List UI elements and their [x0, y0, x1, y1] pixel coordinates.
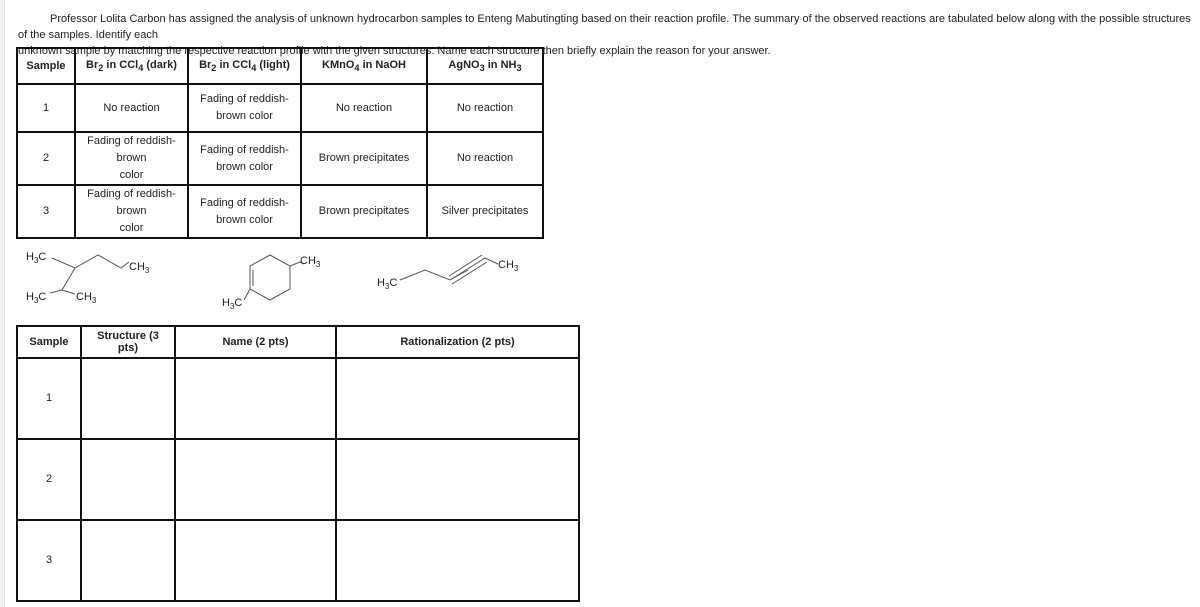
cell-structure-input[interactable]: [81, 520, 175, 601]
answer-table: [16, 325, 580, 602]
header-rationalization: Rationalization (2 pts): [336, 326, 579, 358]
header-kmno4: KMnO$_4$ in NaOH: [301, 48, 427, 84]
cell-kmno4: No reaction: [301, 84, 427, 132]
cell-rationalization-input[interactable]: [336, 439, 579, 520]
cell-rationalization-input[interactable]: [336, 358, 579, 439]
cell-br2-light: Fading of reddish- brown color: [188, 84, 301, 132]
header-name: Name (2 pts): [175, 326, 336, 358]
header-sample: Sample: [17, 326, 81, 358]
table-row: [17, 520, 579, 601]
cell-name-input[interactable]: [175, 358, 336, 439]
cell-sample: 2: [17, 132, 75, 185]
structure-label: $H_3C$: [26, 291, 47, 305]
header-agno3: AgNO$_3$ in $NH_3$: [427, 48, 543, 84]
structure-label: $CH_3$: [129, 261, 150, 275]
cell-br2-dark: Fading of reddish-brown color: [75, 132, 188, 185]
cell-agno3: No reaction: [427, 84, 543, 132]
cell-br2-dark: Fading of reddish-brown color: [75, 185, 188, 238]
reaction-profile-table: [16, 47, 544, 239]
cell-sample: 3: [17, 185, 75, 238]
table-header-row: [17, 48, 543, 84]
cell-structure-input[interactable]: [81, 439, 175, 520]
table-row: [17, 84, 543, 132]
structure-branched-alkane: [50, 255, 129, 294]
structure-label: $CH_3$: [76, 291, 97, 305]
cell-name-input[interactable]: [175, 520, 336, 601]
cell-sample: 1: [17, 84, 75, 132]
cell-sample: 2: [17, 439, 81, 520]
table-row: [17, 439, 579, 520]
candidate-structures: [0, 230, 600, 320]
structure-label: $H_3C$: [26, 251, 47, 265]
intro-line-1: Professor Lolita Carbon has assigned the analysis of unknown hydrocarbon samples to Enteng Mabutingting based on their reaction profile. The summary of the observed reactions are tabulated below along with the possible structures of the samples. Identify each: [18, 13, 1191, 41]
structure-label: $CH_3$: [300, 255, 321, 269]
header-sample: Sample: [17, 48, 75, 84]
header-br2-light: $Br_2$ in CCl$_4$ (light): [188, 48, 301, 84]
cell-agno3: No reaction: [427, 132, 543, 185]
header-br2-dark: $Br_2$ in CCl$_4$ (dark): [75, 48, 188, 84]
cell-br2-dark: No reaction: [75, 84, 188, 132]
cell-agno3: Silver precipitates: [427, 185, 543, 238]
cell-structure-input[interactable]: [81, 358, 175, 439]
cell-rationalization-input[interactable]: [336, 520, 579, 601]
structure-label: $H_3C$: [222, 297, 243, 311]
structure-cyclohexene: [244, 255, 304, 300]
header-structure: Structure (3 pts): [81, 326, 175, 358]
table-row: [17, 358, 579, 439]
cell-sample: 1: [17, 358, 81, 439]
cell-br2-light: Fading of reddish- brown color: [188, 185, 301, 238]
structure-alkyne: [400, 255, 498, 284]
table-header-row: [17, 326, 579, 358]
structure-label: $H_3C$: [377, 277, 398, 291]
cell-sample: 3: [17, 520, 81, 601]
intro-line-2: unknown sample by matching the respective reaction profile with the given structures. Name each structure then briefly explain the reason for your answer.: [18, 45, 771, 57]
cell-kmno4: Brown precipitates: [301, 185, 427, 238]
table-row: [17, 132, 543, 185]
cell-name-input[interactable]: [175, 439, 336, 520]
structure-label: $CH_3$: [498, 259, 519, 273]
cell-br2-light: Fading of reddish- brown color: [188, 132, 301, 185]
cell-kmno4: Brown precipitates: [301, 132, 427, 185]
